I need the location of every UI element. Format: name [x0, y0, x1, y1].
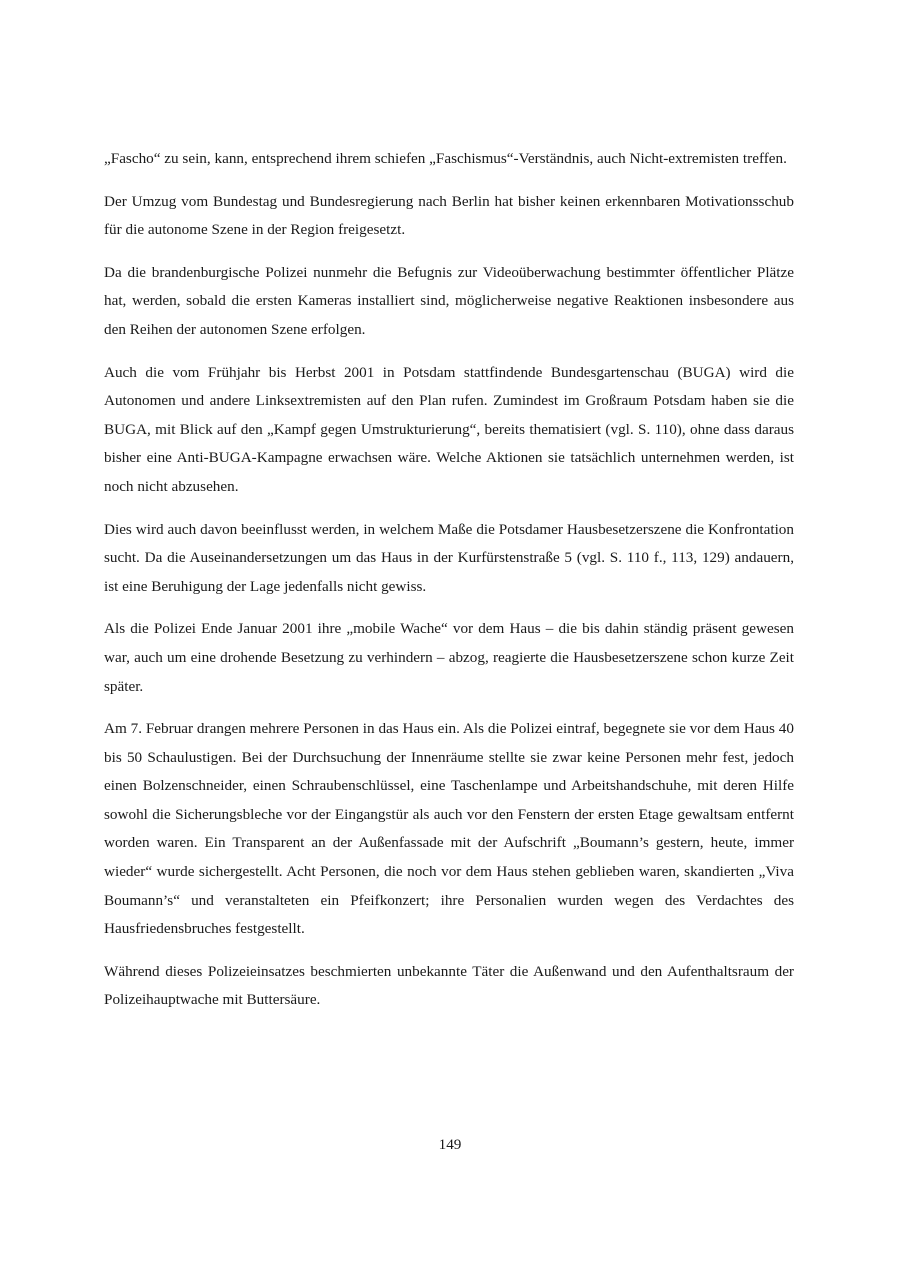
paragraph-3: Da die brandenburgische Polizei nunmehr die Befugnis zur Videoüberwachung bestimmter öffentlicher Plätze hat, werden, sobald die ersten Kameras installiert sind, möglicherweise negative Reaktionen insbesondere aus den Reihen der autonomen Szene erfolgen. [104, 263, 794, 338]
document-body [104, 145, 794, 1029]
paragraph-8: Während dieses Polizeieinsatzes beschmierten unbekannte Täter die Außenwand und den Aufenthaltsraum der Polizeihauptwache mit Buttersäure. [104, 962, 794, 1009]
paragraph-7: Am 7. Februar drangen mehrere Personen in das Haus ein. Als die Polizei eintraf, begegnete sie vor dem Haus 40 bis 50 Schaulustigen. Bei der Durchsuchung der Innenräume stellte sie zwar keine Personen mehr fest, jedoch einen Bolzenschneider, einen Schraubenschlüssel, eine Taschenlampe und Arbeitshandschuhe, mit deren Hilfe sowohl die Sicherungsbleche vor der Eingangstür als auch vor den Fenstern der ersten Etage gewaltsam entfernt worden waren. Ein Transparent an der Außenfassade mit der Aufschrift „Boumann’s gestern, heute, immer wieder“ wurde sichergestellt. Acht Personen, die noch vor dem Haus stehen geblieben waren, skandierten „Viva Boumann’s“ und veranstalteten ein Pfeifkonzert; ihre Personalien wurden wegen des Verdachtes des Hausfriedensbruches festgestellt. [104, 720, 794, 938]
paragraph-5: Dies wird auch davon beeinflusst werden, in welchem Maße die Potsdamer Hausbesetzerszene die Konfrontation sucht. Da die Auseinandersetzungen um das Haus in der Kurfürstenstraße 5 (vgl. S. 110 f., 113, 129) andauern, ist eine Beruhigung der Lage jedenfalls nicht gewiss. [104, 520, 794, 595]
paragraph-4: Auch die vom Frühjahr bis Herbst 2001 in Potsdam stattfindende Bundesgartenschau (BUGA) wird die Autonomen und andere Linksextremisten auf den Plan rufen. Zumindest im Großraum Potsdam haben sie die BUGA, mit Blick auf den „Kampf gegen Umstrukturierung“, bereits thematisiert (vgl. S. 110), ohne dass daraus bisher eine Anti-BUGA-Kampagne erwachsen wäre. Welche Aktionen sie tatsächlich unternehmen werden, ist noch nicht abzusehen. [104, 363, 794, 495]
paragraph-2: Der Umzug vom Bundestag und Bundesregierung nach Berlin hat bisher keinen erkennbaren Motivationsschub für die autonome Szene in der Region freigesetzt. [104, 192, 794, 239]
page-number: 149 [438, 1136, 462, 1153]
paragraph-1: „Fascho“ zu sein, kann, entsprechend ihrem schiefen „Faschismus“-Verständnis, auch Nicht-extremisten treffen. [104, 150, 787, 167]
paragraph-6: Als die Polizei Ende Januar 2001 ihre „mobile Wache“ vor dem Haus – die bis dahin ständig präsent gewesen war, auch um eine drohende Besetzung zu verhindern – abzog, reagierte die Hausbesetzerszene schon kurze Zeit später. [104, 620, 794, 695]
